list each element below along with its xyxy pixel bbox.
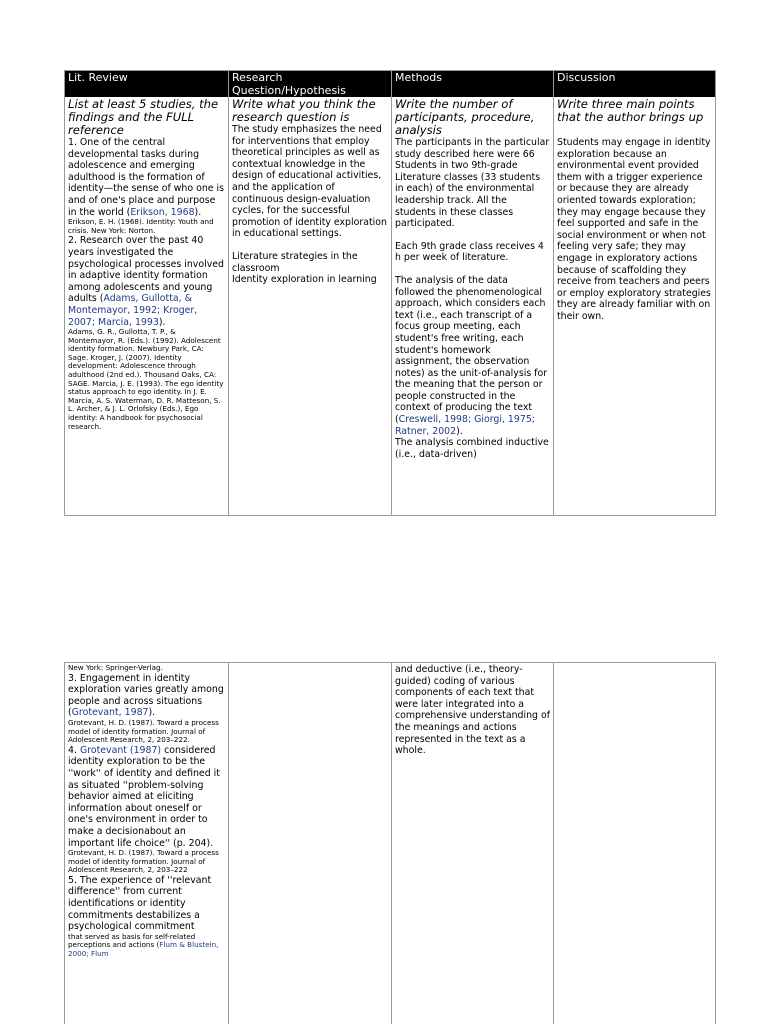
header-lit-review: Lit. Review bbox=[68, 71, 128, 84]
discussion-paragraph-1: Students may engage in identity exploration because an environmental event provided them with a trigger experience or because they are already oriented towards exploration; they may engage because they feel supported and safe in the social environment or when not feeling very safe; they may engage in exploratory actions because of scaffolding they receive from teachers and peers or employ exploratory strategies they are already familiar with on their own. bbox=[557, 137, 711, 322]
header-research-question: Research Question/Hypothesis bbox=[232, 71, 346, 97]
citation-link[interactable]: Adams, Gullotta, & Montemayor, 1992; Kroger, 2007; Marcia, 1993 bbox=[68, 293, 198, 328]
lit-study-5: 5. The experience of ''relevant difference'' from current identifications or identity commitments destabilizes a psychological commitment bbox=[68, 874, 212, 933]
header-methods: Methods bbox=[395, 71, 442, 84]
prompt-methods: Write the number of participants, procedure, analysis bbox=[395, 98, 535, 137]
table-header-row bbox=[65, 71, 715, 97]
reference-2: Adams, G. R., Gullotta, T. P., & Montemayor, R. (Eds.). (1992). Adolescent identity formation. Newbury Park, CA: Sage. Kroger, J. (2007). Identity development: Adolescence through adulthood (2nd ed.). Thousand Oaks, CA: SAGE. Marcia, J. E. (1993). The ego identity status approach to ego identity. In J. E. Marcia, A. S. Waterman, D. R. Matteson, S. L. Archer, & J. L. Orlofsky (Eds.), Ego identity: A handbook for psychosocial research. bbox=[68, 327, 224, 431]
lit-review-cell bbox=[65, 98, 228, 513]
prompt-research-question: Write what you think the research question is bbox=[232, 98, 376, 124]
lit-review-cell-continued bbox=[65, 664, 228, 1024]
rq-paragraph-1: The study emphasizes the need for interventions that employ theoretical principles as well as contextual knowledge in the design of educational activities, and the application of continuous design-evaluation cycles, for the successful promotion of identity exploration in educational settings. bbox=[232, 124, 387, 240]
citation-link[interactable]: Flum & Blustein, 2000; Flum bbox=[68, 940, 219, 959]
summary-table-page-1 bbox=[64, 70, 716, 516]
discussion-cell bbox=[554, 98, 716, 513]
header-discussion: Discussion bbox=[557, 71, 616, 84]
reference-5: that served as basis for self-related perceptions and actions (Flum & Blustein, 2000; Flum bbox=[68, 931, 219, 959]
methods-cell bbox=[392, 98, 553, 513]
lit-study-1: 1. One of the central developmental tasks during adolescence and emerging adulthood is the formation of identity—the sense of who one is and of one's place and purpose in the world (Erikson, 1968). bbox=[68, 137, 224, 218]
methods-paragraph-3: The analysis of the data followed the phenomenological approach, which considers each text (i.e., each transcript of a focus group meeting, each student's free writing, each student's homework assignment, the observation notes) as the unit-of-analysis for the meaning that the person or people constructed in the context of producing the text (Creswell, 1998; Giorgi, 1975; Ratner, 2002). bbox=[395, 274, 548, 437]
lit-study-3: 3. Engagement in identity exploration varies greatly among people and across situations (Grotevant, 1987). bbox=[68, 672, 224, 719]
research-question-cell-continued bbox=[229, 664, 391, 1024]
methods-paragraph-continued: and deductive (i.e., theory-guided) coding of various components of each text that were later integrated into a comprehensive understanding of the meanings and actions represented in the text as a whole. bbox=[395, 664, 550, 757]
lit-study-2: 2. Research over the past 40 years investigated the psychological processes involved in adaptive identity formation among adolescents and young adults (Adams, Gullotta, & Montemayor, 1992; Kroger, 2007; Marcia, 1993). bbox=[68, 235, 224, 328]
research-question-cell bbox=[229, 98, 391, 513]
citation-link[interactable]: Grotevant, 1987 bbox=[71, 707, 149, 719]
discussion-cell-continued bbox=[554, 664, 716, 1024]
methods-paragraph-4: The analysis combined inductive (i.e., data-driven) bbox=[395, 437, 549, 460]
methods-paragraph-2: Each 9th grade class receives 4 h per week of literature. bbox=[395, 240, 544, 264]
rq-paragraph-2: Literature strategies in the classroom bbox=[232, 250, 358, 274]
methods-cell-continued bbox=[392, 664, 553, 1024]
reference-4: Grotevant, H. D. (1987). Toward a process model of identity formation. Journal of Adolescent Research, 2, 203–222 bbox=[68, 848, 219, 875]
summary-table-page-2 bbox=[64, 662, 716, 1024]
citation-link[interactable]: Grotevant (1987) bbox=[79, 744, 162, 756]
reference-1: Erikson, E. H. (1968). Identity: Youth and crisis. New York: Norton. bbox=[68, 217, 214, 235]
prompt-lit-review: List at least 5 studies, the findings and the FULL reference bbox=[68, 98, 219, 137]
citation-link[interactable]: Erikson, 1968 bbox=[130, 206, 195, 218]
citation-link[interactable]: Creswell, 1998; Giorgi, 1975; Ratner, 2002 bbox=[395, 414, 535, 437]
reference-2-continued: New York: Springer-Verlag. bbox=[68, 664, 163, 672]
rq-paragraph-3: Identity exploration in learning bbox=[232, 274, 377, 286]
methods-paragraph-1: The participants in the particular study described here were 66 Students in two 9th-grade Literature classes (33 students in each) of the environmental leadership track. All the students in these classes participated. bbox=[395, 137, 550, 230]
prompt-discussion: Write three main points that the author brings up bbox=[557, 98, 704, 124]
reference-3: Grotevant, H. D. (1987). Toward a process model of identity formation. Journal of Adolescent Research, 2, 203–222. bbox=[68, 717, 219, 745]
lit-study-4: 4. Grotevant (1987) considered identity exploration to be the ''work'' of identity and defined it as situated ''problem-solving behavior aimed at eliciting information about oneself or one's environment in order to make a decisionabout an important life choice'' (p. 204). bbox=[68, 744, 220, 849]
